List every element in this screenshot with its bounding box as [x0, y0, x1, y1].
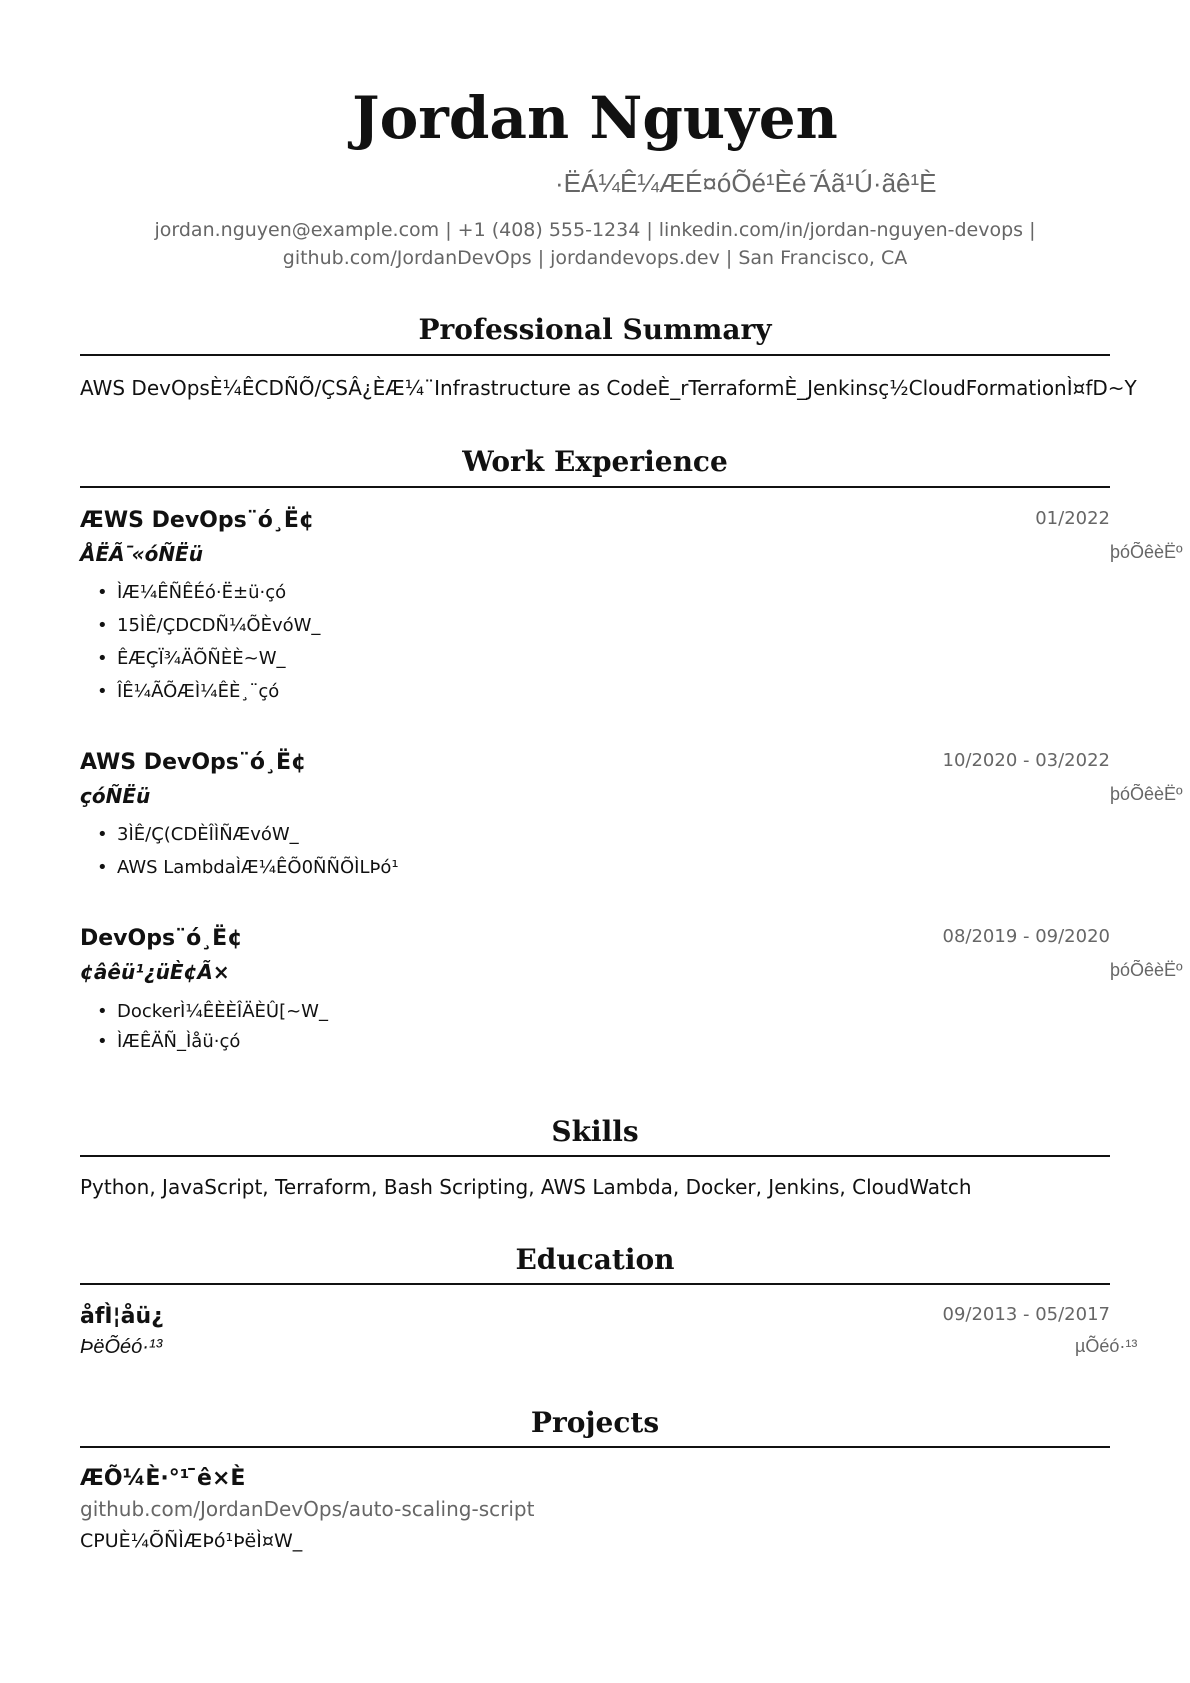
experience-divider — [80, 486, 1110, 488]
job-bullet: • 3ÌÊ/Ç(CDÈÎÌÑÆvóW_ — [117, 824, 299, 845]
projects-divider — [80, 1446, 1110, 1448]
candidate-name: Jordan Nguyen — [352, 84, 838, 152]
experience-heading: Work Experience — [462, 445, 728, 478]
job-bullet: • AWS LambdaÌÆ¼ÊÕ0ÑÑÕÌLÞó¹ — [117, 857, 399, 878]
education-degree: ÞëÕéó·¹³ — [80, 1336, 163, 1358]
job-bullet: • ÎÊ¼ÃÕÆÌ¼ÊÈ¸¨çó — [117, 681, 279, 702]
job-location: þóÕêèËº — [1110, 960, 1183, 980]
projects-heading: Projects — [530, 1406, 660, 1439]
job-date: 10/2020 - 03/2022 — [942, 750, 1110, 771]
job-bullet: • 15ÌÊ/ÇDCDÑ¼ÕÈvóW_ — [117, 615, 320, 636]
job-date: 08/2019 - 09/2020 — [942, 926, 1110, 947]
job-bullet: • DockerÌ¼ÊÈÈÎÄÈÛ[~W_ — [117, 1001, 328, 1022]
header-subtitle: ·ËÁ¼Ê¼ÆÉ¤óÕé¹Èé ̄Áã¹Ú·ãê¹È — [555, 168, 937, 198]
education-heading: Education — [515, 1243, 675, 1276]
summary-heading: Professional Summary — [418, 313, 772, 346]
summary-divider — [80, 354, 1110, 356]
contact-line-2: github.com/JordanDevOps | jordandevops.dev | San Francisco, CA — [282, 247, 908, 269]
project-description: CPUÈ¼ÕÑÌÆÞó¹ÞëÌ¤W_ — [80, 1530, 303, 1552]
job-company: ¢âêü¹¿üÈ¢Ã× — [80, 960, 230, 984]
job-bullet: • ÌÆ¼ÊÑÊÉó·Ë±ü·çó — [117, 582, 286, 603]
job-company: ÅËÃ ̄«óÑËü — [80, 542, 203, 566]
job-title: DevOps¨ó¸Ë¢ — [80, 926, 243, 951]
job-bullet: • ÌÆÊÄÑ_Ìåü·çó — [117, 1031, 240, 1052]
education-location: µÕéó·¹³ — [1075, 1336, 1138, 1356]
project-link[interactable]: github.com/JordanDevOps/auto-scaling-script — [80, 1497, 535, 1521]
education-school: åfÌ¦åü¿ — [80, 1304, 164, 1329]
job-title: AWS DevOps¨ó¸Ë¢ — [80, 750, 307, 775]
education-divider — [80, 1283, 1110, 1285]
job-title: ÆWS DevOps¨ó¸Ë¢ — [80, 508, 315, 533]
job-bullet: • ÊÆÇÏ¾ÄÕÑÈÈ~W_ — [117, 648, 286, 669]
skills-divider — [80, 1155, 1110, 1157]
job-location: þóÕêèËº — [1110, 542, 1183, 562]
education-date: 09/2013 - 05/2017 — [942, 1304, 1110, 1325]
job-company: çóÑËü — [80, 784, 151, 808]
job-date: 01/2022 — [1035, 508, 1110, 529]
skills-heading: Skills — [551, 1115, 639, 1148]
summary-text: AWS DevOpsÈ¼ÊCDÑÕ/ÇSÂ¿ÈÆ¼¨Infrastructure as CodeÈ_rTerraformÈ_Jenkinsç½CloudFormationÌ¤fD~Y — [80, 376, 1137, 400]
project-name: ÆÕ¼È·°¹ ̄ê×È — [80, 1466, 246, 1491]
skills-text: Python, JavaScript, Terraform, Bash Scripting, AWS Lambda, Docker, Jenkins, CloudWatch — [80, 1175, 972, 1199]
contact-line-1: jordan.nguyen@example.com | +1 (408) 555-1234 | linkedin.com/in/jordan-nguyen-devops | — [154, 219, 1036, 241]
job-location: þóÕêèËº — [1110, 784, 1183, 804]
